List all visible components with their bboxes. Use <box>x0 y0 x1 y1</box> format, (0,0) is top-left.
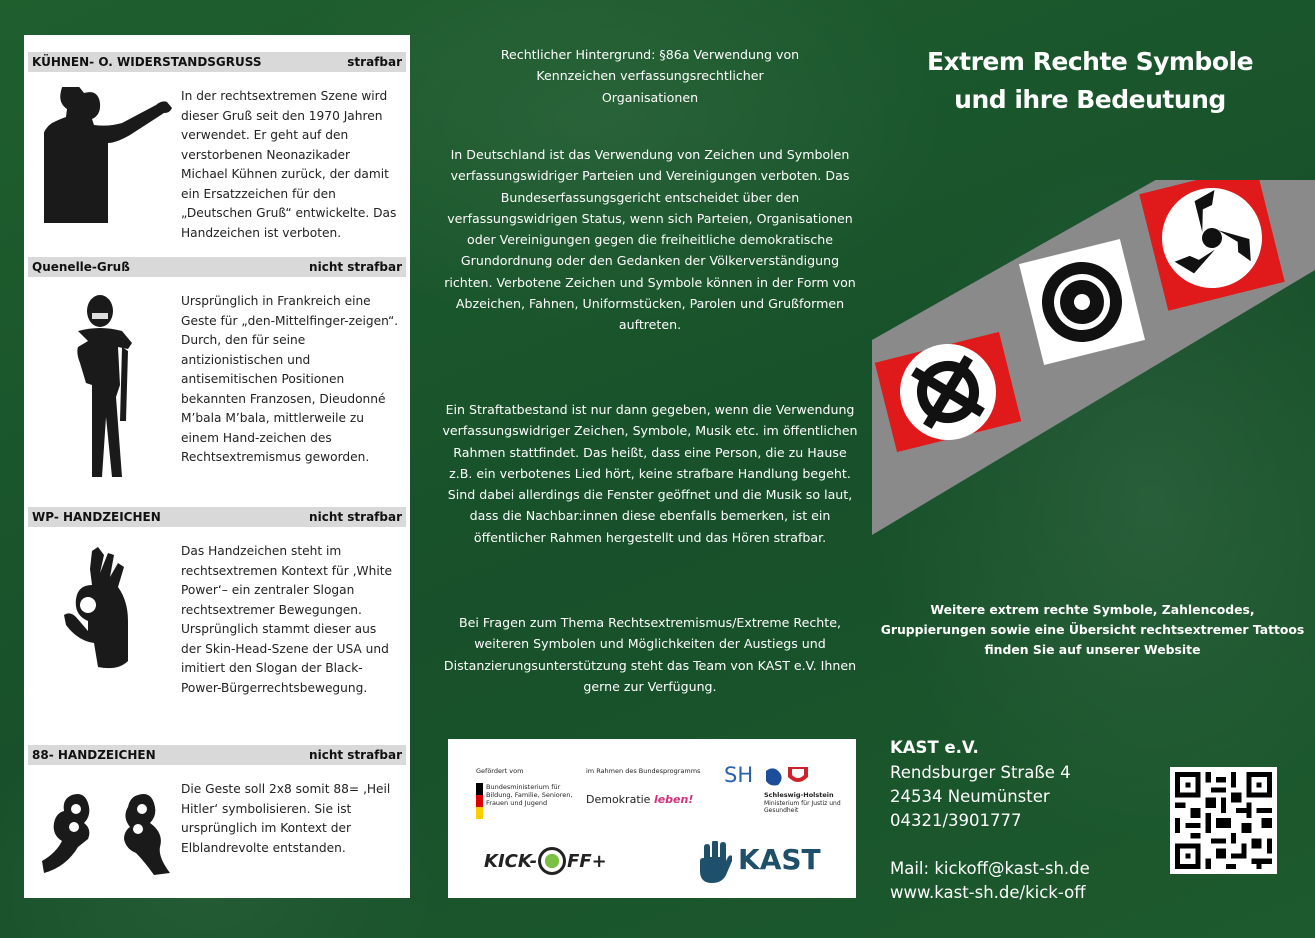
page-title <box>880 43 1300 119</box>
kickoff-text-a: KICK- <box>484 850 538 872</box>
website-link[interactable]: www.kast-sh.de/kick-off <box>890 883 1086 902</box>
kast-hand-icon <box>696 841 732 883</box>
salute-silhouette-icon <box>44 87 174 227</box>
section-status: strafbar <box>347 55 402 69</box>
section-header-wp <box>28 507 406 527</box>
symbols-band <box>872 180 1315 540</box>
section-title: 88- HANDZEICHEN <box>32 748 156 762</box>
section-header-kuehnen <box>28 52 406 72</box>
title-line-2: und ihre Bedeutung <box>954 85 1226 114</box>
section-title: KÜHNEN- O. WIDERSTANDSGRUSS <box>32 55 262 69</box>
88-hands-silhouette-icon <box>42 787 182 877</box>
symbols-panel <box>24 35 410 898</box>
section-status: nicht strafbar <box>309 510 402 524</box>
address-street: Rendsburger Straße 4 <box>890 763 1071 782</box>
address-city: 24534 Neumünster <box>890 787 1050 806</box>
org-name: KAST e.V. <box>890 738 979 757</box>
kickoff-text-b: FF+ <box>567 850 607 872</box>
quenelle-silhouette-icon <box>64 293 144 493</box>
ok-hand-silhouette-icon <box>62 545 144 669</box>
kickoff-logo <box>484 847 607 875</box>
kast-logo: KAST <box>738 843 821 876</box>
section-description: Die Geste soll 2x8 somit 88= ‚Heil Hitler‘ symbolisieren. Sie ist ursprünglich im Kontext der Elblandrevolte entstanden. <box>181 782 391 855</box>
demokratie-logo <box>586 793 693 806</box>
legal-paragraph-1: In Deutschland ist das Verwendung von Zeichen und Symbolen verfassungswidriger Parteien und Vereinigungen verboten. Das Bundeserfassungsgericht entscheidet über den verfassungswidrigen Status, wenn sich Parteien, Organisationen oder Vereinigungen gegen die freiheitliche demokratische Grundordnung oder den Gedanken der Völkerverständigung richten. Verbotene Zeichen und Symbole können in der Form von Abzeichen, Fahnen, Uniformstücken, Parolen und Grußformen auftreten. <box>444 147 856 333</box>
demokratie-text: Demokratie <box>586 793 651 806</box>
kickoff-ball-icon <box>538 847 566 875</box>
website-info: Weitere extrem rechte Symbole, Zahlencodes, Gruppierungen sowie eine Übersicht rechtsextremer Tattoos finden Sie auf unserer Website <box>880 602 1305 657</box>
section-header-quenelle <box>28 257 406 277</box>
email-link[interactable]: Mail: kickoff@kast-sh.de <box>890 859 1090 878</box>
title-line-1: Extrem Rechte Symbole <box>926 47 1254 76</box>
sh-ministry: Ministerium für Justiz und Gesundheit <box>764 800 841 814</box>
sh-state-name: Schleswig-Holstein <box>764 791 834 799</box>
section-description: Das Handzeichen steht im rechtsextremen Kontext für ‚White Power‘– ein zentraler Slogan rechtsextremer Bewegungen. Ursprünglich stammt dieser aus der Skin-Head-Szene der USA und imitiert den Slogan der Black-Power-Bürgerrechtsbewegung. <box>181 544 392 695</box>
section-description: Ursprünglich in Frankreich eine Geste für „den-Mittelfinger-zeigen“. Durch, den für seine antizionistischen und antisemitischen Positionen bekannten Franzosen, Dieudonné M’bala M’bala, mittlerweile zu einem Hand-zeichen des Rechtsextremismus geworden. <box>181 294 399 464</box>
section-title: Quenelle-Gruß <box>32 260 130 274</box>
sh-coat-of-arms-icon <box>764 765 812 787</box>
sh-logo: SH <box>724 763 754 787</box>
phone-number: 04321/3901777 <box>890 811 1022 830</box>
sponsor-logos <box>448 739 856 898</box>
ministry-name: Bundesministerium für Bildung, Familie, Senioren, Frauen und Jugend <box>486 783 573 807</box>
section-status: nicht strafbar <box>309 260 402 274</box>
section-description: In der rechtsextremen Szene wird dieser Gruß seit den 1970 Jahren verwendet. Er geht auf den verstorbenen Neonazikader Michael Kühnen zurück, der damit ein Ersatzzeichen für den „Deutschen Gruß“ entwickelte. Das Handzeichen ist verboten. <box>181 89 397 240</box>
german-flag-icon <box>476 783 483 819</box>
funded-by-label: Gefördert vom <box>476 767 524 775</box>
section-header-88 <box>28 745 406 765</box>
contact-paragraph: Bei Fragen zum Thema Rechtsextremismus/Extreme Rechte, weiteren Symbolen und Möglichkeiten der Austiegs und Distanzierungsunterstützung steht das Team von KAST e.V. Ihnen gerne zur Verfügung. <box>443 615 857 694</box>
program-label: im Rahmen des Bundesprogramms <box>586 767 701 775</box>
qr-code-icon[interactable] <box>1170 767 1277 874</box>
legal-heading: Rechtlicher Hintergrund: §86a Verwendung von Kennzeichen verfassungsrechtlicher Organisationen <box>500 47 800 105</box>
section-status: nicht strafbar <box>309 748 402 762</box>
legal-paragraph-2: Ein Straftatbestand ist nur dann gegeben, wenn die Verwendung verfassungswidriger Zeichen, Symbole, Musik etc. im öffentlichen Rahmen stattfindet. Das heißt, dass eine Person, die zu Hause z.B. ein verbotenes Lied hört, keine strafbare Handlung begeht. Sind dabei allerdings die Fenster geöffnet und die Musik so laut, dass die Nachbar:innen diese ebenfalls bemerken, ist ein öffentlicher Rahmen hergestellt und das Hören strafbar. <box>442 402 858 545</box>
leben-text: leben! <box>653 793 694 806</box>
section-title: WP- HANDZEICHEN <box>32 510 161 524</box>
